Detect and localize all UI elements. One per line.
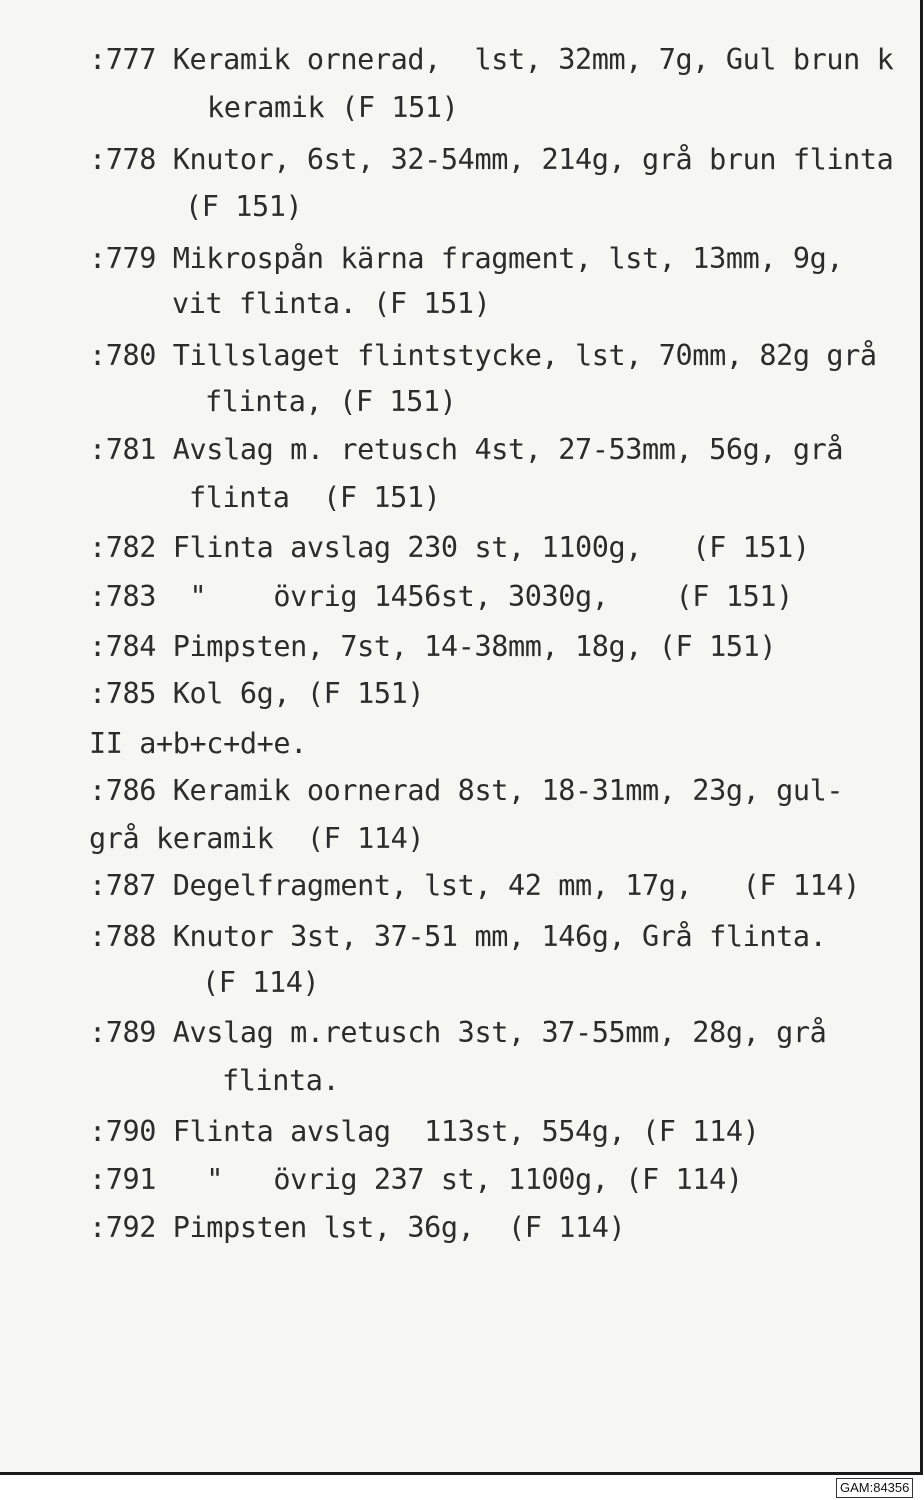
entry-781-line-1: :781 Avslag m. retusch 4st, 27-53mm, 56g, grå xyxy=(89,433,844,466)
entry-782: :782 Flinta avslag 230 st, 1100g, (F 151) xyxy=(89,531,810,564)
entry-778-line-1: :778 Knutor, 6st, 32-54mm, 214g, grå brun flinta xyxy=(89,143,894,176)
archive-id-label: GAM:84356 xyxy=(836,1478,913,1498)
entry-780-line-1: :780 Tillslaget flintstycke, lst, 70mm, 82g grå xyxy=(89,339,877,372)
entry-777-line-1: :777 Keramik ornerad, lst, 32mm, 7g, Gul brun k xyxy=(89,43,894,76)
entry-786-line-1: :786 Keramik oornerad 8st, 18-31mm, 23g, gul- xyxy=(89,774,844,807)
entry-779-line-2: vit flinta. (F 151) xyxy=(172,287,491,320)
entry-780-line-2: flinta, (F 151) xyxy=(205,385,457,418)
entry-783: :783 " övrig 1456st, 3030g, (F 151) xyxy=(89,580,793,613)
section-heading: II a+b+c+d+e. xyxy=(89,727,307,760)
entry-787: :787 Degelfragment, lst, 42 mm, 17g, (F 114) xyxy=(89,869,860,902)
entry-779-line-1: :779 Mikrospån kärna fragment, lst, 13mm, 9g, xyxy=(89,242,844,275)
entry-791: :791 " övrig 237 st, 1100g, (F 114) xyxy=(89,1163,743,1196)
entry-792: :792 Pimpsten lst, 36g, (F 114) xyxy=(89,1211,626,1244)
entry-789-line-2: flinta. xyxy=(222,1064,340,1097)
entry-778-line-2: (F 151) xyxy=(185,190,303,223)
entry-777-line-2: keramik (F 151) xyxy=(207,91,459,124)
entry-781-line-2: flinta (F 151) xyxy=(189,481,441,514)
entry-788-line-2: (F 114) xyxy=(202,966,320,999)
entry-784: :784 Pimpsten, 7st, 14-38mm, 18g, (F 151) xyxy=(89,630,777,663)
entry-785: :785 Kol 6g, (F 151) xyxy=(89,677,425,710)
entry-789-line-1: :789 Avslag m.retusch 3st, 37-55mm, 28g, grå xyxy=(89,1016,827,1049)
entry-788-line-1: :788 Knutor 3st, 37-51 mm, 146g, Grå flinta. xyxy=(89,920,827,953)
entry-786-line-2: grå keramik (F 114) xyxy=(89,822,425,855)
entry-790: :790 Flinta avslag 113st, 554g, (F 114) xyxy=(89,1115,760,1148)
